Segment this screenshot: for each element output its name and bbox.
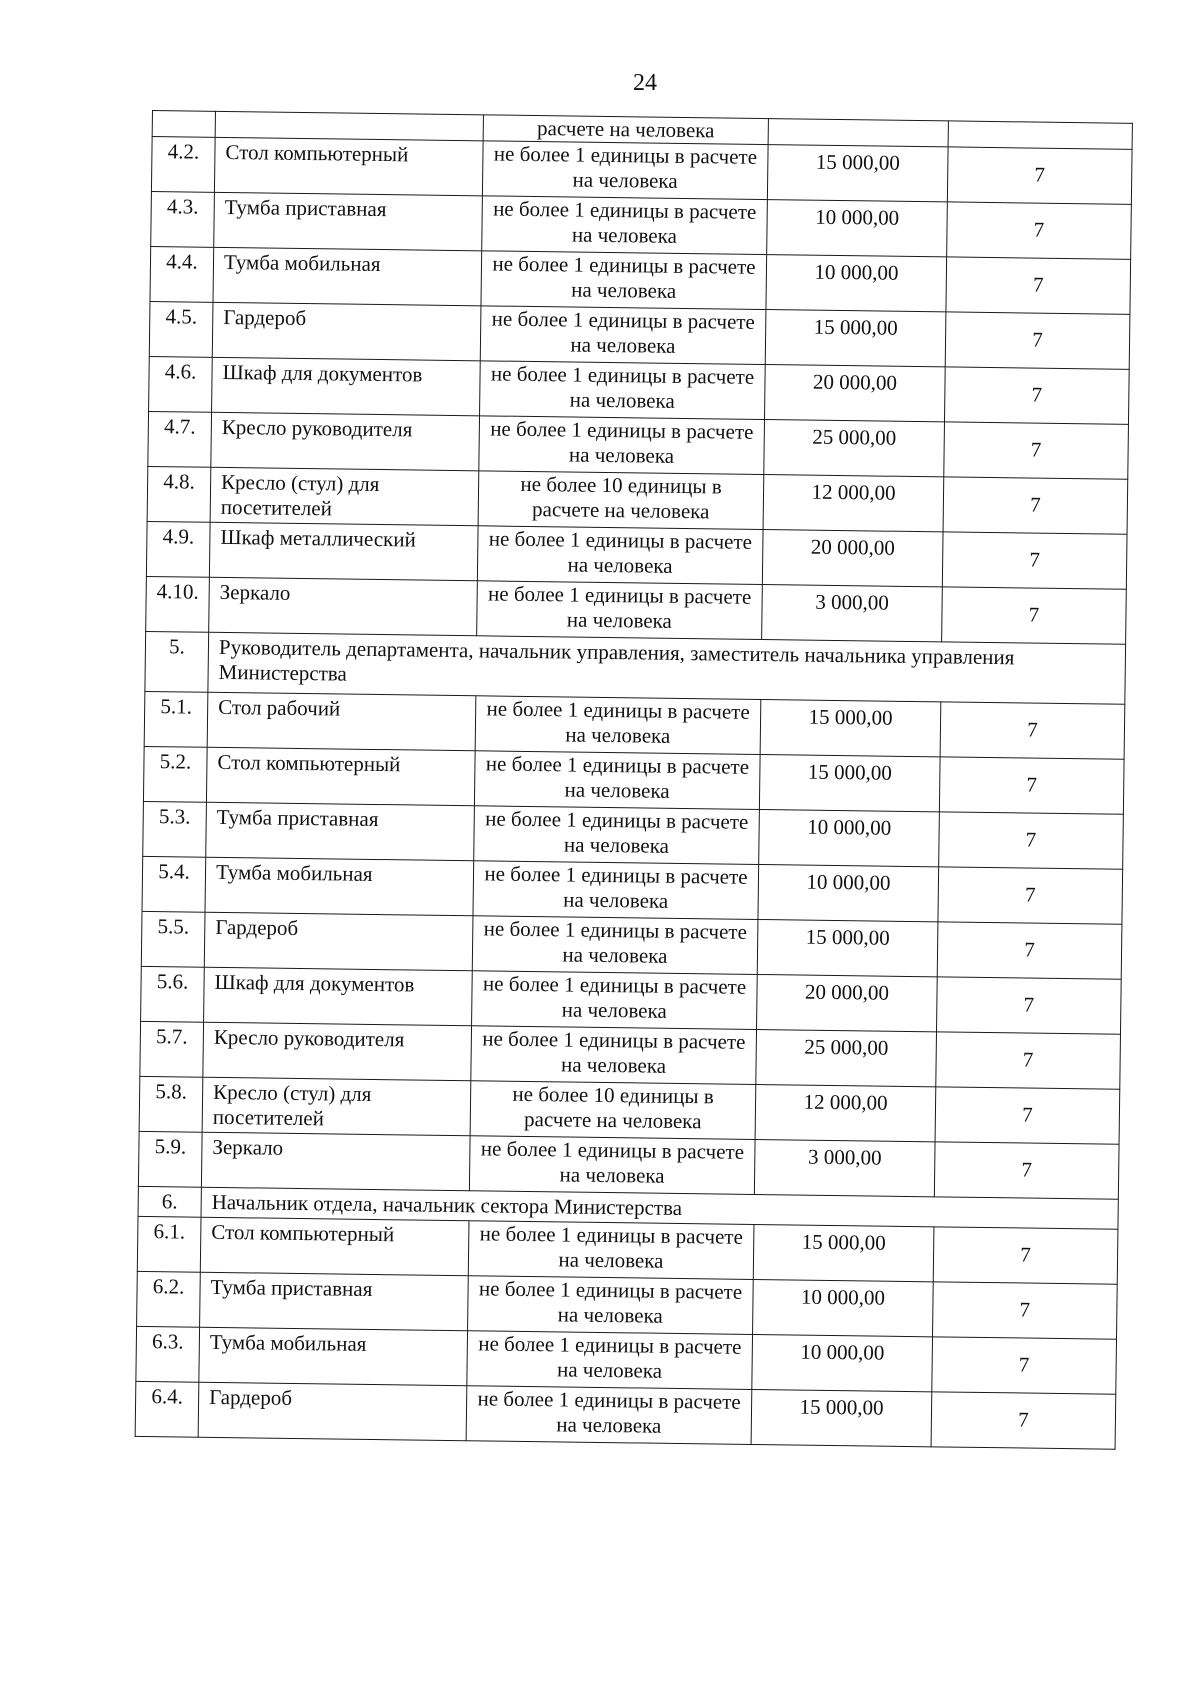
- item-number: 4.7.: [148, 411, 212, 467]
- item-quantity-norm: не более 1 единицы в расчете на человека: [467, 1331, 753, 1390]
- item-price: 15 000,00: [759, 755, 940, 812]
- item-name: Гардероб: [212, 302, 481, 361]
- norms-table-wrap: [135, 110, 1132, 1450]
- item-price: 10 000,00: [758, 865, 939, 922]
- page-number: 24: [633, 70, 657, 96]
- item-quantity-norm: не более 1 единицы в расчете на человека: [472, 971, 758, 1030]
- item-number: 5.8.: [139, 1076, 203, 1132]
- item-service-life: 7: [943, 477, 1128, 534]
- item-service-life: 7: [933, 1282, 1118, 1339]
- item-name: Стол рабочий: [207, 692, 476, 751]
- item-name: Стол компьютерный: [206, 747, 475, 806]
- item-service-life: 7: [944, 367, 1129, 424]
- continuation-num-cell: [152, 111, 215, 138]
- item-number: 5.6.: [141, 966, 205, 1022]
- item-quantity-norm: не более 1 единицы в расчете на человека: [469, 1136, 755, 1195]
- item-service-life: 7: [946, 257, 1131, 314]
- item-number: 6.4.: [135, 1381, 199, 1437]
- item-name: Шкаф металлический: [209, 522, 478, 581]
- continuation-name-cell: [215, 111, 483, 141]
- item-price: 15 000,00: [760, 700, 941, 757]
- continuation-norm-cell: расчете на человека: [483, 115, 768, 145]
- item-quantity-norm: не более 1 единицы в расчете на человека: [482, 141, 768, 200]
- table-body: [135, 111, 1132, 1450]
- item-quantity-norm: не более 1 единицы в расчете на человека: [468, 1276, 754, 1335]
- item-number: 5.1.: [144, 691, 208, 747]
- item-quantity-norm: не более 10 единицы в расчете на человека: [470, 1081, 756, 1140]
- section-number: 6.: [138, 1186, 201, 1217]
- item-service-life: 7: [935, 1087, 1120, 1144]
- item-service-life: 7: [932, 1337, 1117, 1394]
- item-price: 12 000,00: [755, 1084, 936, 1141]
- continuation-price-cell: [768, 119, 948, 147]
- item-service-life: 7: [939, 757, 1124, 814]
- item-name: Гардероб: [204, 912, 473, 971]
- item-name: Кресло (стул) для посетителей: [202, 1077, 471, 1136]
- item-price: 10 000,00: [759, 810, 940, 867]
- item-quantity-norm: не более 1 единицы в расчете на человека: [480, 361, 766, 420]
- item-service-life: 7: [933, 1227, 1118, 1284]
- item-quantity-norm: не более 1 единицы в расчете на человека: [480, 306, 766, 365]
- item-service-life: 7: [939, 812, 1124, 869]
- item-number: 5.9.: [138, 1131, 202, 1187]
- item-service-life: 7: [942, 587, 1127, 644]
- item-number: 4.8.: [147, 466, 211, 522]
- item-price: 20 000,00: [765, 365, 946, 422]
- item-service-life: 7: [940, 702, 1125, 759]
- item-quantity-norm: не более 1 единицы в расчете на человека: [482, 196, 768, 255]
- item-service-life: 7: [942, 532, 1127, 589]
- item-number: 4.3.: [151, 191, 215, 247]
- item-number: 5.5.: [141, 911, 205, 967]
- item-quantity-norm: не более 10 единицы в расчете на человека: [478, 471, 764, 530]
- item-price: 10 000,00: [767, 200, 948, 257]
- item-name: Стол компьютерный: [214, 137, 483, 196]
- section-number: 5.: [145, 631, 209, 692]
- item-service-life: 7: [936, 1032, 1121, 1089]
- item-service-life: 7: [937, 977, 1122, 1034]
- item-name: Тумба мобильная: [205, 857, 474, 916]
- continuation-term-cell: [948, 121, 1132, 149]
- item-number: 4.4.: [150, 246, 214, 302]
- item-name: Шкаф для документов: [212, 357, 481, 416]
- item-price: 10 000,00: [752, 1334, 933, 1391]
- item-service-life: 7: [931, 1392, 1116, 1449]
- item-name: Зеркало: [209, 577, 478, 636]
- item-name: Гардероб: [198, 1382, 467, 1441]
- item-name: Тумба приставная: [206, 802, 475, 861]
- item-quantity-norm: не более 1 единицы в расчете на человека: [474, 751, 760, 810]
- item-service-life: 7: [944, 422, 1129, 479]
- item-price: 3 000,00: [754, 1139, 935, 1196]
- item-price: 15 000,00: [753, 1224, 934, 1281]
- furniture-norms-table: [135, 110, 1133, 1450]
- item-price: 10 000,00: [766, 255, 947, 312]
- item-service-life: 7: [938, 867, 1123, 924]
- item-name: Кресло руководителя: [203, 1022, 472, 1081]
- item-quantity-norm: не более 1 единицы в расчете на человека: [479, 416, 765, 475]
- section-title: Начальник отдела, начальник сектора Министерства: [201, 1187, 1118, 1229]
- item-price: 15 000,00: [765, 310, 946, 367]
- item-price: 3 000,00: [762, 585, 943, 642]
- item-price: 25 000,00: [764, 420, 945, 477]
- item-service-life: 7: [945, 312, 1130, 369]
- item-number: 6.2.: [137, 1271, 201, 1327]
- item-service-life: 7: [947, 202, 1132, 259]
- item-quantity-norm: не более 1 единицы в расчете на человека: [471, 1026, 757, 1085]
- item-price: 12 000,00: [763, 475, 944, 532]
- item-name: Стол компьютерный: [200, 1217, 469, 1276]
- item-number: 5.3.: [143, 801, 207, 857]
- item-service-life: 7: [937, 922, 1122, 979]
- item-quantity-norm: не более 1 единицы в расчете на человека: [477, 581, 763, 640]
- item-quantity-norm: не более 1 единицы в расчете на человека: [466, 1386, 752, 1445]
- item-price: 15 000,00: [757, 920, 938, 977]
- item-quantity-norm: не более 1 единицы в расчете на человека: [477, 526, 763, 585]
- item-quantity-norm: не более 1 единицы в расчете на человека: [473, 861, 759, 920]
- item-number: 5.4.: [142, 856, 206, 912]
- item-service-life: 7: [947, 147, 1132, 204]
- item-name: Тумба мобильная: [213, 247, 482, 306]
- item-number: 5.2.: [143, 746, 207, 802]
- item-number: 4.10.: [146, 576, 210, 632]
- item-number: 4.6.: [149, 356, 213, 412]
- item-quantity-norm: не более 1 единицы в расчете на человека: [481, 251, 767, 310]
- item-name: Тумба приставная: [200, 1272, 469, 1331]
- item-number: 4.5.: [149, 301, 213, 357]
- item-price: 15 000,00: [767, 145, 948, 202]
- section-title: Руководитель департамента, начальник управления, заместитель начальника управления Министерства: [208, 632, 1126, 704]
- item-price: 10 000,00: [753, 1279, 934, 1336]
- item-number: 6.1.: [137, 1216, 201, 1272]
- item-number: 5.7.: [140, 1021, 204, 1077]
- item-service-life: 7: [934, 1142, 1119, 1199]
- item-name: Тумба приставная: [214, 192, 483, 251]
- item-quantity-norm: не более 1 единицы в расчете на человека: [472, 916, 758, 975]
- item-number: 4.9.: [146, 521, 210, 577]
- item-number: 4.2.: [151, 137, 215, 193]
- item-price: 20 000,00: [762, 530, 943, 587]
- item-price: 25 000,00: [756, 1029, 937, 1086]
- item-quantity-norm: не более 1 единицы в расчете на человека: [474, 806, 760, 865]
- table-row: [135, 1381, 1116, 1449]
- item-name: Кресло (стул) для посетителей: [210, 467, 479, 526]
- item-quantity-norm: не более 1 единицы в расчете на человека: [468, 1221, 754, 1280]
- item-number: 6.3.: [136, 1326, 200, 1382]
- item-name: Тумба мобильная: [199, 1327, 468, 1386]
- item-name: Зеркало: [201, 1132, 470, 1191]
- item-price: 15 000,00: [751, 1389, 932, 1446]
- item-name: Кресло руководителя: [211, 412, 480, 471]
- item-name: Шкаф для документов: [204, 967, 473, 1026]
- item-quantity-norm: не более 1 единицы в расчете на человека: [475, 696, 761, 755]
- item-price: 20 000,00: [757, 974, 938, 1031]
